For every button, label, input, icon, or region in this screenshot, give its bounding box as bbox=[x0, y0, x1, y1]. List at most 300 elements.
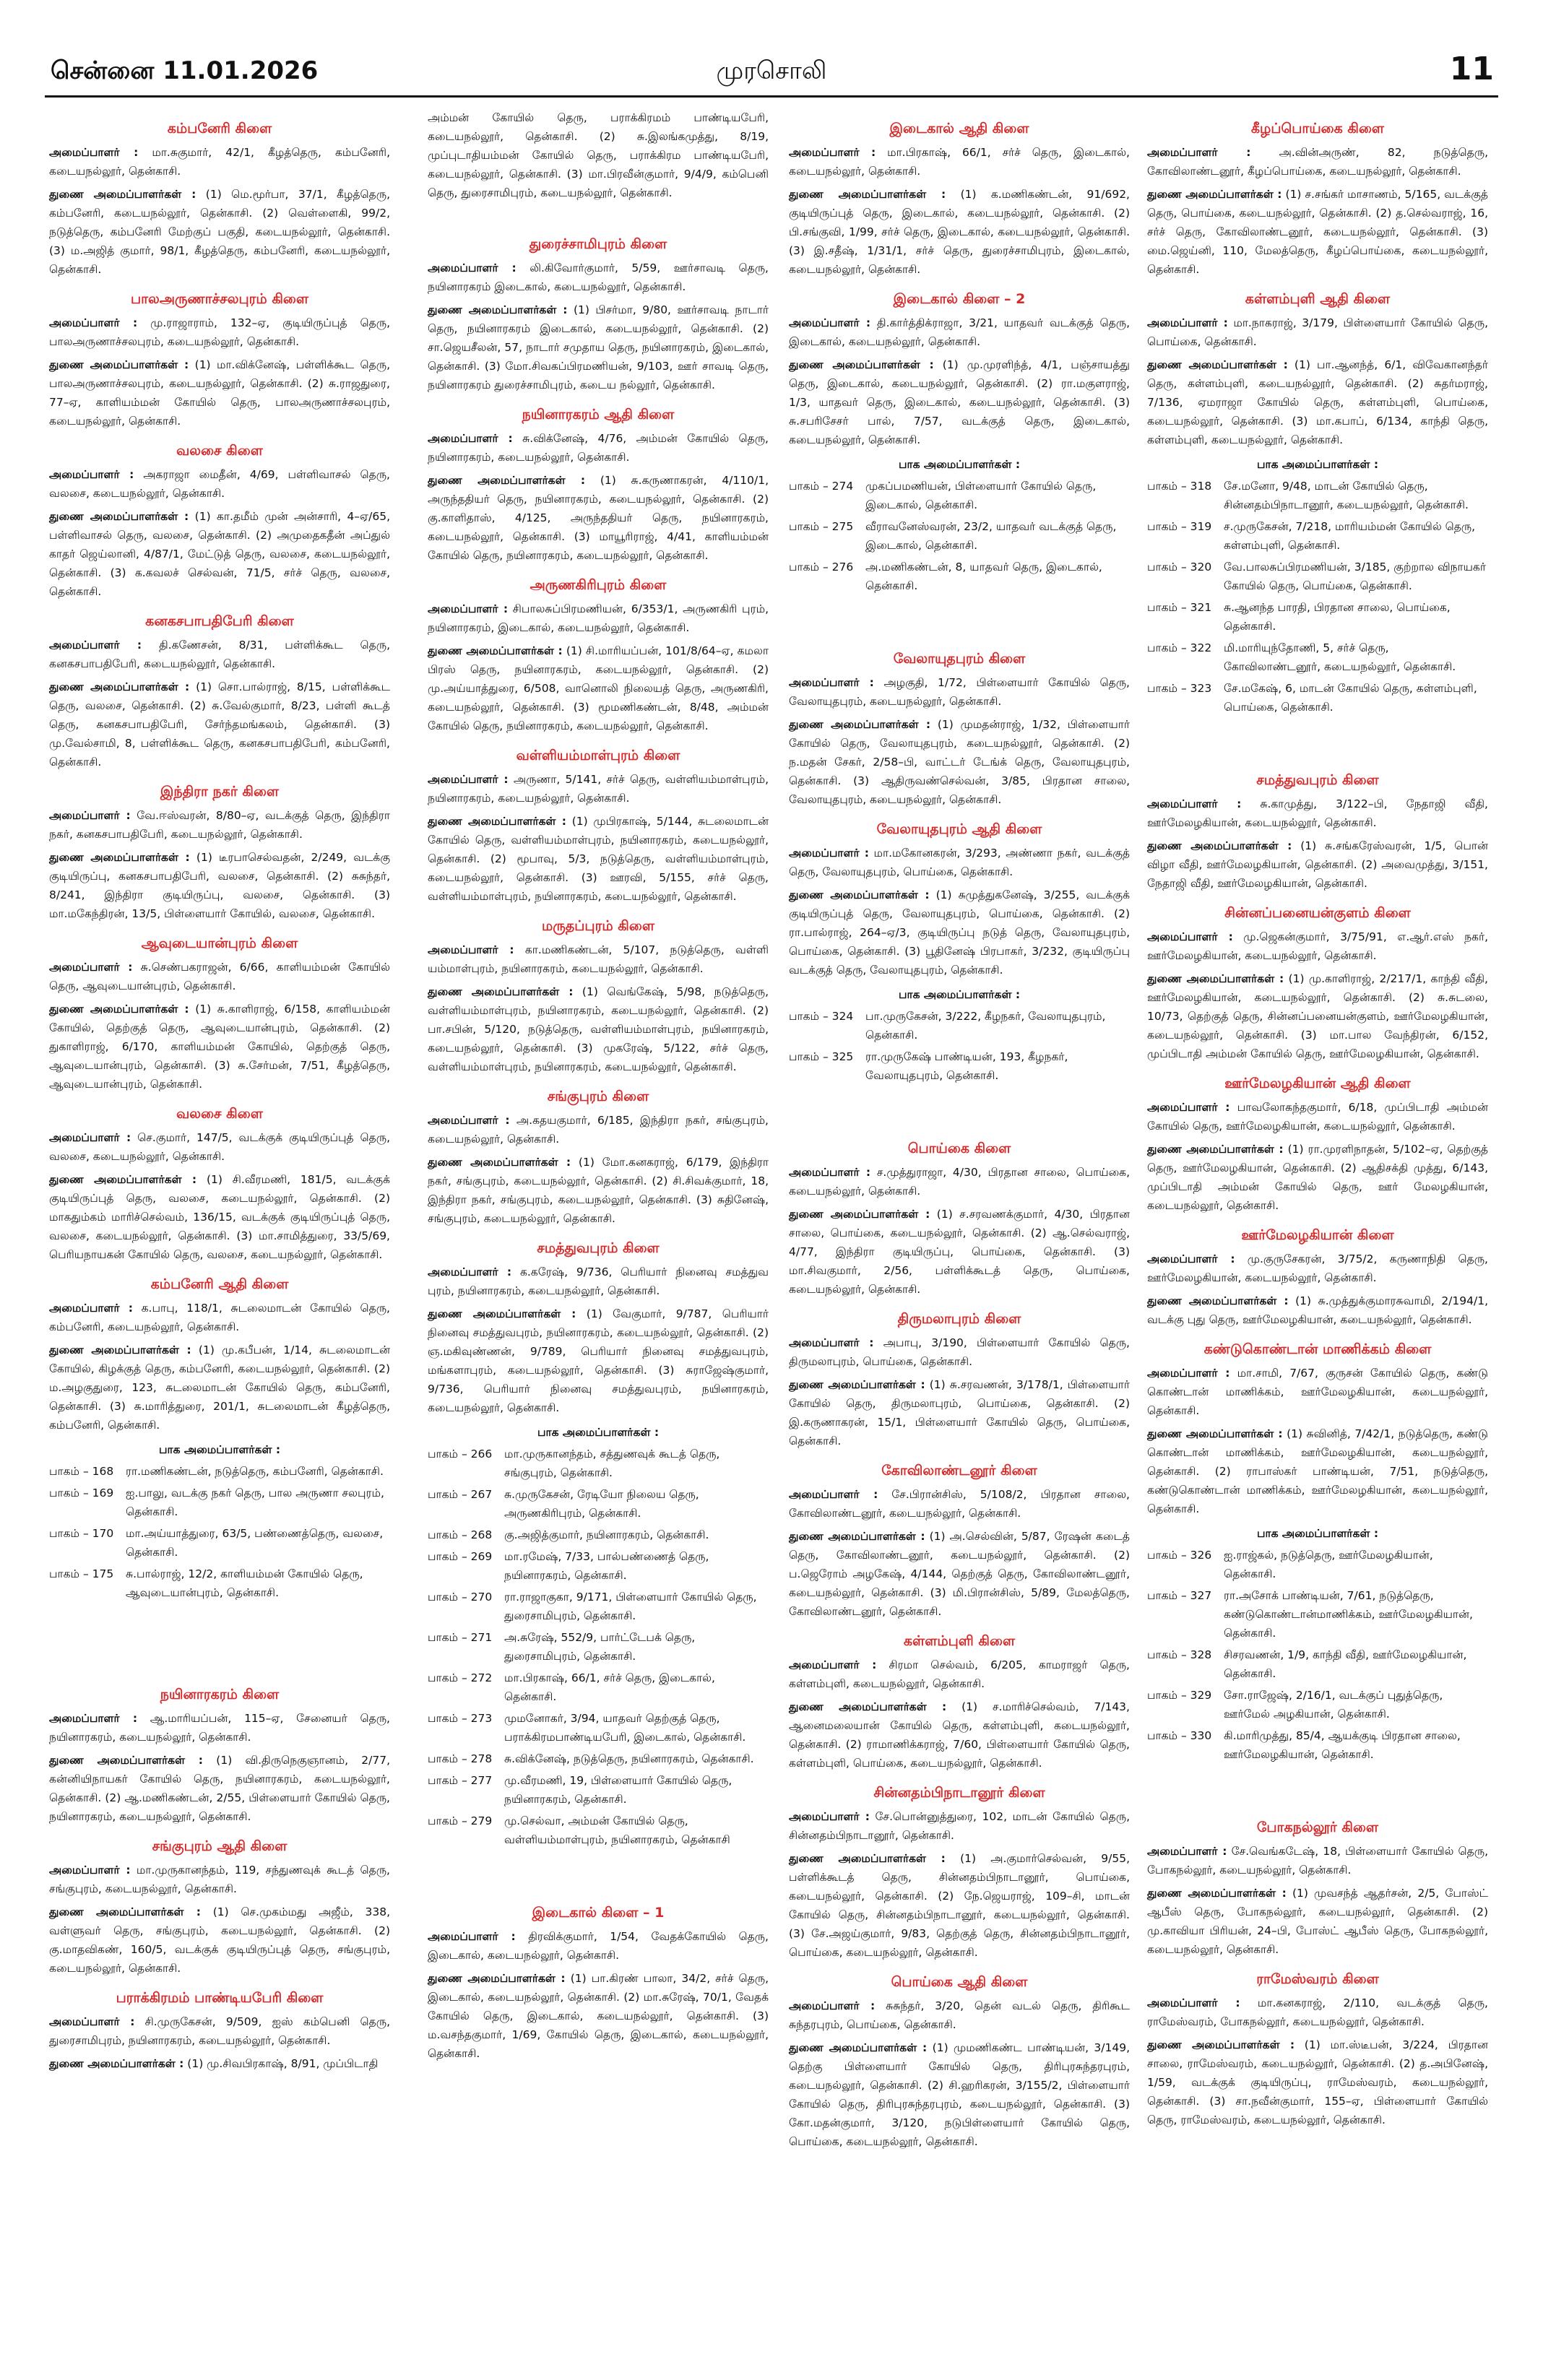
spacer bbox=[789, 1088, 1130, 1128]
ward-organisers-heading: பாக அமைப்பாளர்கள் : bbox=[1256, 458, 1379, 471]
ward-organisers-heading: பாக அமைப்பாளர்கள் : bbox=[158, 1443, 281, 1456]
member-paragraph bbox=[428, 940, 769, 978]
member-paragraph bbox=[49, 1903, 390, 1978]
ward-organiser: சே.மனோ, 9/48, மாடன் கோயில் தெரு, சின்னதம்பிநாடானூர், கடையநல்லூர், தென்காசி. bbox=[1224, 480, 1469, 511]
ward-organiser: ரா.முருகேஷ் பாண்டியன், 193, கீழநகர், வேலாயுதபுரம், தென்காசி. bbox=[865, 1050, 1068, 1082]
member-paragraph bbox=[428, 1263, 769, 1300]
ward-row bbox=[428, 1709, 769, 1747]
branch-section bbox=[1147, 1969, 1488, 2129]
member-paragraph bbox=[1147, 1250, 1488, 1287]
branch-title: சின்னதம்பிநாடானூர் கிளை bbox=[873, 1785, 1045, 1801]
member-details: மு.ஜெகன்குமார், 3/75/91, எ.ஆர்.எஸ் நகர், ஊர்மேலழகியான், கடையநல்லூர், தென்காசி. bbox=[1147, 930, 1488, 962]
member-details: சிபாலசுப்பிரமணியன், 6/353/1, அருணகிரி புரம், நயினாரகரம், இடைகால், கடையநல்லூர், தென்காசி. bbox=[428, 602, 769, 634]
branch-section bbox=[789, 1972, 1130, 2151]
branch-title: இந்திரா நகர் கிளை bbox=[160, 784, 280, 800]
member-details: சி.முருகேசன், 9/509, ஐஸ் கம்பெனி தெரு, துரைசாமிபுரம், நயினாரகரம், கடையநல்லூர், தென்காசி. bbox=[49, 2015, 390, 2047]
branch-section bbox=[428, 1238, 769, 1892]
member-details: (1) ச.சங்கர் மாசாணம், 5/165, வடக்குத் தெரு, பொய்கை, கடையநல்லூர், தென்காசி. (2) த.செல்வராஜ், 16, சர்ச் தெரு, கோவிலாண்டனூர், கடையநல்லூர், தென்காசி. (3) மை.ஜெய்னி, 110, மேலத்தெரு, கீழப்பொய்கை, கடையநல்லூர், தென்காசி. bbox=[1147, 188, 1488, 276]
member-details: (1) சு.சரவணன், 3/178/1, பிள்ளையார் கோயில் தெரு, திருமலாபுரம், பொய்கை, தென்காசி. (2) இ.கருணாகரன், 15/1, பிள்ளையார் கோயில் தெரு, பொய்கை, தென்காசி. bbox=[789, 1378, 1130, 1448]
member-paragraph bbox=[789, 1163, 1130, 1200]
branch-title: கோவிலாண்டனூர் கிளை bbox=[881, 1463, 1037, 1479]
branch-section bbox=[49, 933, 390, 1094]
role-label: அமைப்பாளர் : bbox=[49, 1131, 131, 1144]
role-label: அமைப்பாளர் : bbox=[1147, 1252, 1235, 1265]
branch-section bbox=[789, 1461, 1130, 1621]
member-details: மு.குருசேகரன், 3/75/2, கருணாநிதி தெரு, ஊர்மேலழகியான், கடையநல்லூர், தென்காசி. bbox=[1147, 1252, 1488, 1284]
member-details: மா.முருகானந்தம், 119, சந்துணவுக் கூடத் தெரு, சங்குபுரம், கடையநல்லூர், தென்காசி. bbox=[49, 1864, 390, 1895]
member-paragraph bbox=[428, 1969, 769, 2063]
ward-number: பாகம் – 268 bbox=[428, 1528, 493, 1541]
ward-organiser: அ.மணிகண்டன், 8, யாதவர் தெரு, இடைகால், தென்காசி. bbox=[865, 561, 1102, 592]
member-paragraph bbox=[789, 2038, 1130, 2151]
member-paragraph bbox=[1147, 1098, 1488, 1135]
member-details: (1) செ.முகம்மது அஜீம், 338, வள்ளுவர் தெரு, சங்குபுரம், கடையநல்லூர், தென்காசி. (2) கு.மாதவிகண், 160/5, வடக்குக் குடியிருப்புத் தெரு, சங்குபுரம், கடையநல்லூர், தென்காசி. bbox=[49, 1905, 391, 1975]
branch-title: ராமேஸ்வரம் கிளை bbox=[1256, 1971, 1379, 1987]
branch-title: இடைகால் கிளை – 1 bbox=[532, 1905, 665, 1921]
ward-organiser: பா.முருகேசன், 3/222, கீழநகர், வேலாயுதபுரம், தென்காசி. bbox=[865, 1010, 1106, 1042]
ward-organiser: ஐ.பாலு, வடக்கு நகர் தெரு, பால அருணா சலபுரம், தென்காசி. bbox=[126, 1487, 384, 1518]
ward-number: பாகம் – 278 bbox=[428, 1752, 493, 1765]
ward-organiser: சு.முருகேசன், ரேடியோ நிலைய தெரு, அருணகிரிபுரம், தென்காசி. bbox=[504, 1488, 699, 1520]
branch-section bbox=[789, 819, 1130, 1128]
role-label: அமைப்பாளர் : bbox=[789, 847, 869, 860]
branch-title: பாலஅருணாச்சலபுரம் கிளை bbox=[130, 291, 309, 307]
role-label: அமைப்பாளர் : bbox=[1147, 1996, 1240, 2009]
ward-number: பாகம் – 277 bbox=[428, 1774, 493, 1787]
role-label: அமைப்பாளர் : bbox=[49, 809, 131, 822]
member-details: திரவிக்குமார், 1/54, வேதக்கோயில் தெரு, இடைகால், கடையநல்லூர், தென்காசி. bbox=[428, 1930, 769, 1962]
ward-organiser: மு.வீரமணி, 19, பிள்ளையார் கோயில் தெரு, நயினாரகரம், தென்காசி. bbox=[504, 1774, 732, 1806]
role-label: அமைப்பாளர் : bbox=[428, 261, 517, 274]
member-details: சு.செண்பகராஜன், 6/66, காளியம்மன் கோயில் தெரு, ஆவுடையான்புரம், தென்காசி. bbox=[49, 961, 390, 992]
spacer bbox=[428, 1852, 769, 1892]
role-label: அமைப்பாளர் : bbox=[789, 1336, 874, 1349]
branch-title: துரைச்சாமிபுரம் கிளை bbox=[529, 236, 667, 252]
ward-row bbox=[1147, 477, 1488, 514]
ward-number: பாகம் – 326 bbox=[1147, 1549, 1212, 1562]
branch-section bbox=[428, 404, 769, 565]
branch-title: வலசை கிளை bbox=[176, 443, 263, 459]
ward-number: பாகம் – 270 bbox=[428, 1591, 493, 1604]
branch-section bbox=[428, 916, 769, 1076]
branch-title: சமத்துவபுரம் கிளை bbox=[537, 1240, 660, 1256]
member-details: க.கரேஷ், 9/736, பெரியார் நினைவு சமத்துவ புரம், நயினாரகரம், கடையநல்லூர், தென்காசி. bbox=[428, 1265, 769, 1297]
member-details: (1) க.மணிகண்டன், 91/692, குடியிருப்புத் தெரு, இடைகால், கடையநல்லூர், தென்காசி. (2) பி.சங்குவி, 1/99, சர்ச் தெரு, இடைகால், கடையநல்லூர், தென்காசி. (3) இ.சதீஷ், 1/31/1, சர்ச் தெரு, துரைச்சாமிபுரம், இடைகால், கடையநல்லூர், தென்காசி. bbox=[789, 188, 1130, 276]
member-paragraph bbox=[789, 313, 1130, 351]
member-paragraph bbox=[49, 848, 390, 923]
member-details: (1) சு.கருணாகரன், 4/110/1, அருந்ததியர் தெரு, நயினாரகரம், கடையநல்லூர், தென்காசி. (2) கு.காளிதாஸ், 4/125, அருந்ததியர் தெரு, நயினாரகரம், கடையநல்லூர், தென்காசி. (3) மாயூரிராஜ், 4/41, காளியம்மன் கோயில் தெரு, நயினாரகரம், கடையநல்லூர், தென்காசி. bbox=[428, 474, 769, 562]
role-label: அமைப்பாளர் : bbox=[49, 1302, 133, 1315]
member-paragraph bbox=[1147, 143, 1488, 181]
member-paragraph bbox=[49, 143, 390, 181]
branch-title: சின்னப்பனையன்குளம் கிளை bbox=[1224, 905, 1411, 921]
role-label: அமைப்பாளர் : bbox=[428, 432, 513, 445]
ward-number: பாகம் – 320 bbox=[1147, 561, 1212, 574]
ward-number: பாகம் – 274 bbox=[789, 480, 854, 493]
role-label: அமைப்பாளர் : bbox=[49, 2015, 135, 2028]
branch-section bbox=[789, 118, 1130, 279]
member-paragraph bbox=[789, 1849, 1130, 1962]
member-details: மா.சுகுமார், 42/1, கீழத்தெரு, கம்பனேரி, கடையநல்லூர், தென்காசி. bbox=[49, 146, 390, 178]
branch-title: மருதப்புரம் கிளை bbox=[542, 918, 654, 934]
member-details: சுசுந்தர், 3/20, தென் வடல் தெரு, திரிகூட சுந்தரபுரம், பொய்கை, தென்காசி. bbox=[789, 1999, 1131, 2031]
role-label: துணை அமைப்பாளர்கள் : bbox=[49, 680, 190, 693]
ward-number: பாகம் – 322 bbox=[1147, 641, 1212, 654]
member-paragraph bbox=[789, 1697, 1130, 1773]
branch-section bbox=[1147, 289, 1488, 760]
member-paragraph bbox=[1147, 795, 1488, 832]
member-paragraph bbox=[1147, 1140, 1488, 1215]
member-paragraph bbox=[428, 600, 769, 637]
member-paragraph bbox=[428, 1304, 769, 1417]
ward-row bbox=[428, 1445, 769, 1482]
role-label: அமைப்பாளர் : bbox=[1147, 1367, 1230, 1380]
role-label: துணை அமைப்பாளர்கள் : bbox=[49, 510, 189, 523]
branch-title: சமத்துவபுரம் கிளை bbox=[1256, 772, 1379, 788]
member-paragraph bbox=[428, 471, 769, 565]
member-paragraph bbox=[428, 429, 769, 467]
member-details: (1) டீரபாசெல்வதன், 2/249, வடக்கு குடியிருப்பு, கனகசபாபதிபேரி, வலசை, தென்காசி. (2) சுசுந்தர், 8/241, இந்திரா குடியிருப்பு, வலசை, தென்காசி. (3) மா.மகேந்திரன், 13/5, பிள்ளையார் கோயில், வலசை, தென்காசி. bbox=[49, 851, 391, 920]
branch-title: ஆவுடையான்புரம் கிளை bbox=[141, 935, 298, 951]
member-details: தி.கார்த்திக்ராஜா, 3/21, யாதவர் வடக்குத் தெரு, இடைகால், கடையநல்லூர், தென்காசி. bbox=[789, 316, 1130, 348]
branch-section bbox=[49, 1274, 390, 1674]
ward-organisers-heading: பாக அமைப்பாளர்கள் : bbox=[898, 458, 1021, 471]
branch-section bbox=[49, 611, 390, 771]
member-details: (1) மு.முரளிந்த், 4/1, பஞ்சாயத்து தெரு, இடைகால், கடையநல்லூர், தென்காசி. (2) ரா.மகுளராஜ், 1/3, யாதவர் தெரு, இடைகால், கடையநல்லூர், தென்காசி. (3) சு.சபரிசேசர் பால், 7/57, வடக்குத் தெரு, இடைகால், கடையநல்லூர், தென்காசி. bbox=[789, 358, 1131, 446]
branch-title: வேலாயுதபுரம் ஆதி கிளை bbox=[876, 821, 1042, 837]
branch-section bbox=[789, 289, 1130, 639]
role-label: அமைப்பாளர் : bbox=[49, 639, 142, 652]
ward-number: பாகம் – 321 bbox=[1147, 601, 1212, 614]
member-details: (1) பிசர்மா, 9/80, ஊர்சாவடி நாடார் தெரு, நயினாரகரம் இடைகால், கடையநல்லூர், தென்காசி. (2) சா.ஜெயசீலன், 57, நாடார் சமுதாய தெரு, நயினாரகரம், இடைகால், தென்காசி. (3) மோ.சிவகப்பிரமணியன், 9/103, ஊர் சாவடி தெரு, நயினாரகரம் துரைச்சாமிபுரம், கடைய நல்லூர், தென்காசி. bbox=[428, 303, 769, 391]
member-details: (1) வி.திருநெகுஞானம், 2/77, கன்னியிநாயகர் கோயில் தெரு, நயினாரகரம், கடையநல்லூர், தென்காசி. (2) ஆ.மணிகண்டன், 2/55, பிள்ளையார் கோயில் தெரு, நயினாரகரம், கடையநல்லூர், தென்காசி. bbox=[49, 1754, 390, 1823]
role-label: துணை அமைப்பாளர்கள் : bbox=[49, 851, 190, 864]
branch-section bbox=[428, 1086, 769, 1228]
branch-title: பொய்கை ஆதி கிளை bbox=[891, 1974, 1028, 1990]
role-label: அமைப்பாளர் : bbox=[789, 146, 876, 159]
role-label: துணை அமைப்பாளர்கள் : bbox=[49, 1343, 191, 1356]
branch-section bbox=[49, 118, 390, 279]
role-label: துணை அமைப்பாளர்கள் : bbox=[428, 815, 566, 828]
member-details: அபாபு, 3/190, பிள்ளையார் கோயில் தெரு, திருமலாபுரம், பொய்கை, தென்காசி. bbox=[789, 1336, 1130, 1368]
spacer bbox=[49, 1605, 390, 1674]
member-details: (1) சு.சங்கரேஸ்வரன், 1/5, பொன் விழா வீதி, ஊர்மேலழகியான், தென்காசி. (2) அவைமுத்து, 3/151, நேதாஜி வீதி, ஊர்மேலழகியான், தென்காசி. bbox=[1147, 839, 1488, 890]
ward-row bbox=[49, 1462, 390, 1481]
member-paragraph bbox=[428, 108, 769, 202]
branch-section bbox=[428, 234, 769, 394]
ward-number: பாகம் – 272 bbox=[428, 1671, 493, 1684]
member-details: (1) சி.மாரியப்பன், 101/8/64–ஏ, கமலா பிரஸ் தெரு, நயினாரகரம், கடையநல்லூர், தென்காசி. (2) மு.அய்யாத்துரை, 6/508, வானொலி நிலையத் தெரு, அருணகிரி, கடையநல்லூர், தென்காசி. (3) மூமணிகண்டன், 8/48, அம்மன் கோயில் தெரு, நயினாரகரம், கடையநல்லூர், தென்காசி. bbox=[428, 644, 769, 732]
ward-organiser: முமனோகர், 3/94, யாதவர் தெற்குத் தெரு, பராக்கிரமபாண்டியபேரி, இடைகால், தென்காசி. bbox=[504, 1712, 746, 1744]
branch-section bbox=[428, 575, 769, 735]
role-label: துணை அமைப்பாளர்கள் : bbox=[49, 358, 189, 371]
spacer bbox=[789, 598, 1130, 639]
ward-organiser: ரா.ராஜாகுகா, 9/171, பிள்ளையார் கோயில் தெரு, துரைசாமிபுரம், தென்காசி. bbox=[504, 1591, 757, 1622]
role-label: துணை அமைப்பாளர்கள் : bbox=[789, 718, 931, 731]
member-paragraph bbox=[1147, 836, 1488, 893]
member-details: சு.விக்னேஷ், 4/76, அம்மன் கோயில் தெரு, நயினாரகரம், கடையநல்லூர், தென்காசி. bbox=[428, 432, 769, 464]
role-label: துணை அமைப்பாளர்கள் : bbox=[789, 188, 946, 201]
member-details: அ.வின்அருண், 82, நடுத்தெரு, கோவிலாண்டனூர், கீழப்பொய்கை, கடையநல்லூர், தென்காசி. bbox=[1147, 146, 1488, 178]
role-label: அமைப்பாளர் : bbox=[789, 1488, 878, 1501]
member-details: (1) சொ.பால்ராஜ், 8/15, பள்ளிக்கூட தெரு, வலசை, தென்காசி. (2) சு.வேல்குமார், 8/23, பள்ளி கூடத் தெரு, கனகசபாபதிபேரி, சேர்ந்தமங்கலம், தென்காசி. (3) மு.வேல்சாமி, 8, பள்ளிக்கூட தெரு, கனகசபாபதிபேரி, கம்பனேரி, தென்காசி. bbox=[49, 680, 390, 769]
member-details: (1) ச.மாரிச்செல்வம், 7/143, ஆனைமலையான் கோயில் தெரு, கள்ளம்புளி, கடையநல்லூர், தென்காசி. (2) ராமாணிக்கராஜ், 7/60, பிள்ளையார் கோயில் தெரு, கள்ளம்புளி, பொய்கை, கடையநல்லூர், தென்காசி. bbox=[789, 1700, 1130, 1770]
ward-row bbox=[428, 1771, 769, 1809]
role-label: துணை அமைப்பாளர்கள் : bbox=[1147, 2038, 1295, 2051]
member-paragraph bbox=[49, 636, 390, 673]
member-details: (1) மு.காளிராஜ், 2/217/1, காந்தி வீதி, ஊர்மேலழகியான், கடையநல்லூர், தென்காசி. (2) சு.சுடலை, 10/73, தெற்குத் தெரு, சின்னப்பனையன்குளம், ஊர்மேலழகியான், கடையநல்லூர், தென்காசி. (3) மா.பால வேந்திரன், 6/152, முப்பிடாதி அம்மன் கோயில் தெரு, ஊர்மேலழகியான், தென்காசி. bbox=[1147, 972, 1488, 1060]
ward-organiser: ஐ.ராஜ்கல், நடுத்தெரு, ஊர்மேலழகியான், தென்காசி. bbox=[1224, 1549, 1433, 1580]
ward-row bbox=[428, 1485, 769, 1523]
ward-number: பாகம் – 273 bbox=[428, 1712, 493, 1725]
ward-row bbox=[1147, 639, 1488, 676]
role-label: அமைப்பாளர் : bbox=[428, 1930, 516, 1943]
member-details: (1) சி.வீரமணி, 181/5, வடக்குக் குடியிருப்புத் தெரு, வலசை, கடையநல்லூர், தென்காசி. (2) மாகதும்கம் மாரிச்செல்வம், 136/15, வடக்குக் குடியிருப்புத் தெரு, வலசை, கடையநல்லூர், தென்காசி. (3) மா.சாமித்துரை, 33/5/69, பெரியநாயகன் கோயில் தெரு, வலசை, கடையநல்லூர், தென்காசி. bbox=[49, 1173, 390, 1261]
ward-organiser: வே.பாலசுப்பிரமணியன், 3/185, குற்றால விநாயகர் கோயில் தெரு, பொய்கை, தென்காசி. bbox=[1224, 561, 1486, 592]
member-paragraph bbox=[428, 770, 769, 808]
branch-title: இடைகால் கிளை – 2 bbox=[893, 291, 1026, 307]
member-details: அழகுதி, 1/72, பிள்ளையார் கோயில் தெரு, வேலாயுதபுரம், கடையநல்லூர், தென்காசி. bbox=[789, 676, 1130, 708]
branch-title: நயினாரகரம் கிளை bbox=[160, 1687, 280, 1702]
role-label: துணை அமைப்பாளர்கள் : bbox=[1147, 1427, 1283, 1440]
member-details: (1) மெ.மூர்பா, 37/1, கீழத்தெரு, கம்பனேரி, கடையநல்லூர், தென்காசி. (2) வெள்ளைகி, 99/2, நடுத்தெரு, கம்பனேரி மேற்குப் பகுதி, கடையநல்லூர், தென்காசி. (3) ம.அஜித் குமார், 98/1, கீழத்தெரு, கம்பனேரி, கடையநல்லூர், தென்காசி. bbox=[49, 188, 390, 276]
member-details: சு.காமுத்து, 3/122–பி, நேதாஜி வீதி, ஊர்மேலழகியான், கடையநல்லூர், தென்காசி. bbox=[1147, 797, 1488, 829]
member-details: பாவலோகந்தகுமார், 6/18, முப்பிடாதி அம்மன் கோயில் தெரு, ஊர்மேலழகியான், கடையநல்லூர், தென்காசி. bbox=[1147, 1101, 1488, 1133]
column-3 bbox=[789, 108, 1130, 2155]
ward-number: பாகம் – 330 bbox=[1147, 1729, 1212, 1742]
ward-organisers-heading: பாக அமைப்பாளர்கள் : bbox=[1256, 1527, 1379, 1540]
member-details: மா.சாமி, 7/67, குருசன் கோயில் தெரு, கண்டு கொண்டான் மாணிக்கம், ஊர்மேலழகியான், கடையநல்லூர், தென்காசி. bbox=[1147, 1367, 1488, 1417]
branch-title: நயினாரகரம் ஆதி கிளை bbox=[522, 407, 675, 423]
ward-row bbox=[428, 1669, 769, 1706]
member-details: சே.பொன்னுத்துரை, 102, மாடன் கோயில் தெரு, சின்னதம்பிநாடானூர், தென்காசி. bbox=[789, 1810, 1130, 1842]
member-details: ஆ.மாரியப்பன், 115–ஏ, சேனையர் தெரு, நயினாரகரம், கடையநல்லூர், தென்காசி. bbox=[49, 1712, 390, 1744]
member-paragraph bbox=[49, 313, 390, 351]
branch-title: அருணகிரிபுரம் கிளை bbox=[530, 577, 667, 593]
member-paragraph bbox=[49, 1709, 390, 1747]
member-details: சே.வெங்கடேஷ், 18, பிள்ளையார் கோயில் தெரு, போகநல்லூர், கடையநல்லூர், தென்காசி. bbox=[1147, 1845, 1488, 1877]
member-paragraph bbox=[1147, 1842, 1488, 1879]
ward-organiser: சு.விக்னேஷ், நடுத்தெரு, நயினாரகரம், தென்காசி. bbox=[504, 1752, 754, 1765]
ward-organiser: கி.மாரிமுத்து, 85/4, ஆயக்குடி பிரதான சாலை, ஊர்மேலழகியான், தென்காசி. bbox=[1224, 1729, 1461, 1761]
member-details: (1) முவசந்த் ஆதர்சன், 2/5, போஸ்ட் ஆபீஸ் தெரு, போகநல்லூர், கடையநல்லூர், தென்காசி. (2) மு.காவியா பிரியன், 24–பி, போஸ்ட் ஆபீஸ் தெரு, போகநல்லூர், கடையநல்லூர், தென்காசி. bbox=[1147, 1887, 1489, 1956]
role-label: துணை அமைப்பாளர்கள் : bbox=[49, 1173, 197, 1186]
ward-row bbox=[49, 1565, 390, 1602]
branch-title: சங்குபுரம் ஆதி கிளை bbox=[152, 1838, 288, 1854]
role-label: அமைப்பாளர் : bbox=[49, 146, 139, 159]
member-details: தி.கணேசன், 8/31, பள்ளிக்கூட தெரு, கனகசபாபதிபேரி, கடையநல்லூர், தென்காசி. bbox=[49, 639, 390, 670]
role-label: துணை அமைப்பாளர்கள் : bbox=[428, 1156, 571, 1169]
branch-title: கம்பனேரி கிளை bbox=[167, 121, 272, 137]
member-paragraph bbox=[49, 678, 390, 771]
member-details: (1) மு.சிவபிரகாஷ், 8/91, முப்பிடாதி bbox=[187, 2057, 379, 2070]
ward-number: பாகம் – 276 bbox=[789, 561, 854, 574]
member-paragraph bbox=[1147, 1424, 1488, 1518]
branch-title: பராக்கிரமம் பாண்டியபேரி கிளை bbox=[116, 1990, 324, 2006]
member-paragraph bbox=[49, 2054, 390, 2073]
member-paragraph bbox=[1147, 2035, 1488, 2129]
branch-section bbox=[1147, 1225, 1488, 1329]
branch-section bbox=[1147, 118, 1488, 279]
member-paragraph bbox=[49, 1341, 390, 1435]
role-label: அமைப்பாளர் : bbox=[428, 602, 509, 615]
ward-organiser: மா.அய்யாத்துரை, 63/5, பண்ணைத்தெரு, வலசை, தென்காசி. bbox=[126, 1527, 384, 1559]
role-label: அமைப்பாளர் : bbox=[49, 1712, 138, 1725]
member-paragraph bbox=[428, 1927, 769, 1965]
member-paragraph bbox=[789, 886, 1130, 979]
member-details: செ.குமார், 147/5, வடக்குக் குடியிருப்புத் தெரு, வலசை, கடையநல்லூர், தென்காசி. bbox=[49, 1131, 390, 1163]
branch-section bbox=[49, 1104, 390, 1264]
page-number: 11 bbox=[1449, 51, 1494, 87]
member-details: (1) ச.சரவணக்குமார், 4/30, பிரதான சாலை, பொய்கை, கடையநல்லூர், தென்காசி. (2) ஆ.செல்வராஜ், 4/77, இந்திரா குடியிருப்பு, பொய்கை, தென்காசி. (3) மா.சிவகுமார், 2/56, பள்ளிக்கூடத் தெரு, பொய்கை, கடையநல்லூர், தென்காசி. bbox=[789, 1208, 1130, 1296]
branch-title: போகநல்லூர் கிளை bbox=[1256, 1819, 1379, 1835]
role-label: துணை அமைப்பாளர்கள் : bbox=[428, 985, 574, 998]
member-details: (1) வேகுமார், 9/787, பெரியார் நினைவு சமத்துவபுரம், நயினாரகரம், கடையநல்லூர், தென்காசி. (2) ஞ.மகிவுண்ணன், 9/789, பெரியார் நினைவு சமத்துவபுரம், மங்களாபுரம், கடையநல்லூர், தென்காசி. (3) சுராஜேஷ்குமார், 9/736, பெரியார் நினைவு சமத்துவபுரம், நயினாரகரம், கடையநல்லூர், தென்காசி. bbox=[428, 1307, 769, 1414]
ward-row bbox=[789, 558, 1130, 595]
role-label: துணை அமைப்பாளர்கள் : bbox=[428, 474, 586, 487]
ward-row bbox=[789, 477, 1130, 514]
member-details: (1) சு.முத்துக்குமாரசுவாமி, 2/194/1, வடக்கு புது தெரு, ஊர்மேலழகியான், கடையநல்லூர், தென்காசி. bbox=[1147, 1294, 1489, 1326]
role-label: துணை அமைப்பாளர்கள் : bbox=[789, 1852, 946, 1865]
member-paragraph bbox=[1147, 927, 1488, 965]
member-details: (1) மோ.கனகராஜ், 6/179, இந்திரா நகர், சங்குபுரம், கடையநல்லூர், தென்காசி. (2) சி.சிவக்குமார், 18, இந்திரா நகர், சங்குபுரம், கடையநல்லூர், தென்காசி. (3) சுதினேஷ், சங்குபுரம், கடையநல்லூர், தென்காசி. bbox=[428, 1156, 769, 1225]
branch-title: கள்ளம்புளி கிளை bbox=[903, 1633, 1016, 1649]
branch-section bbox=[49, 1988, 390, 2073]
branch-title: திருமலாபுரம் கிளை bbox=[897, 1311, 1021, 1327]
member-details: (1) மா.ஸ்டீபன், 3/224, பிரதான சாலை, ராமேஸ்வரம், கடையநல்லூர், தென்காசி. (2) த.அபினேஷ், 1/59, வடக்குக் குடியிருப்பு, ராமேஸ்வரம், கடையநல்லூர், தென்காசி. (3) சா.நவீன்குமார், 155–ஏ, பிள்ளையார் கோயில் தெரு, ராமேஸ்வரம், கடையநல்லூர், தென்காசி. bbox=[1147, 2038, 1488, 2126]
ward-organiser: மு.செல்வா, அம்மன் கோயில் தெரு, வள்ளியம்மாள்புரம், நயினாரகரம், தென்காசி bbox=[504, 1814, 730, 1846]
member-paragraph bbox=[1147, 185, 1488, 279]
branch-section bbox=[49, 441, 390, 601]
member-details: (1) பா.ஆனந்த், 6/1, விவேகானந்தர் தெரு, கள்ளம்புளி, கடையநல்லூர், தென்காசி. (2) சுதர்மராஜ், 7/136, ஏமராஜா கோயில் தெரு, கள்ளம்புளி, பொய்கை, கடையநல்லூர், தென்காசி. (3) மா.கபாப், 6/134, காந்தி தெரு, கள்ளம்புளி, கடையநல்லூர், தென்காசி. bbox=[1147, 358, 1488, 446]
member-paragraph bbox=[428, 1111, 769, 1148]
member-paragraph bbox=[49, 507, 390, 601]
member-details: (1) முபிரகாஷ், 5/144, சுடலைமாடன் கோயில் தெரு, வள்ளியம்மாள்புரம், நயினாரகரம், கடையநல்லூர், தென்காசி. (2) மூபாவு, 5/3, நடுத்தெரு, வள்ளியம்மாள்புரம், கடையநல்லூர், தென்காசி. (3) ஊரவி, 5/155, சர்ச் தெரு, வள்ளியம்மாள்புரம், நயினாரகரம், கடையநல்லூர், தென்காசி. bbox=[428, 815, 769, 903]
ward-row bbox=[1147, 1726, 1488, 1764]
ward-organiser: சே.மகேஷ், 6, மாடன் கோயில் தெரு, கள்ளம்புளி, பொய்கை, தென்காசி. bbox=[1224, 682, 1477, 714]
member-details: (1) ரா.முரளிநாதன், 5/102–ஏ, தெற்குத் தெரு, ஊர்மேலழகியான், தென்காசி. (2) ஆதிசக்தி முத்து, 6/143, முப்பிடாதி அம்மன் கோயில் தெரு, ஊர் மேலழகியான், கடையநல்லூர், தென்காசி. bbox=[1147, 1143, 1488, 1212]
member-details: (1) முமணிகண்ட பாண்டியன், 3/149, தெற்கு பிள்ளையார் கோயில் தெரு, திரிபுரசுந்தரபுரம், கடையநல்லூர், தென்காசி. (2) சி.ஹரிகரன், 3/155/2, பிள்ளையார் கோயில் தெரு, திரிபுரசுந்தரபுரம், கடையநல்லூர், தென்காசி. (3) கோ.மதன்குமார், 3/120, நடுபிள்ளையார் கோயில் தெரு, பொய்கை, கடையநல்லூர், தென்காசி. bbox=[789, 2041, 1131, 2148]
ward-organiser: சோ.ராஜேஷ், 2/16/1, வடக்குப் புதுத்தெரு, ஊர்மேல் அழகியான், தென்காசி. bbox=[1224, 1689, 1443, 1721]
member-paragraph bbox=[49, 185, 390, 279]
ward-organiser: அ.சுரேஷ், 552/9, பார்ட்டேபக் தெரு, துரைசாமிபுரம், தென்காசி. bbox=[504, 1631, 696, 1663]
role-label: துணை அமைப்பாளர்கள் : bbox=[789, 358, 934, 371]
member-details: (1) மா.விக்னேஷ், பள்ளிக்கூட தெரு, பாலஅருணாச்சலபுரம், கடையநல்லூர், தென்காசி. (2) சு.ராஜதுரை, 77–ஏ, காளியம்மன் கோயில் தெரு, பாலஅருணாச்சலபுரம், கடையநல்லூர், தென்காசி. bbox=[49, 358, 390, 428]
member-details: அ.கதயகுமார், 6/185, இந்திரா நகர், சங்குபுரம், கடையநல்லூர், தென்காசி. bbox=[428, 1114, 769, 1146]
member-details: சிரமா செல்வம், 6/205, காமராஜர் தெரு, கள்ளம்புளி, கடையநல்லூர், தென்காசி. bbox=[789, 1658, 1130, 1690]
header-rule bbox=[45, 95, 1498, 98]
branch-section bbox=[789, 1631, 1130, 1773]
masthead-title: முரசொலி bbox=[716, 56, 827, 85]
role-label: துணை அமைப்பாளர்கள் : bbox=[1147, 1143, 1284, 1156]
member-paragraph bbox=[1147, 1884, 1488, 1959]
member-details: மா.நாகராஜ், 3/179, பிள்ளையார் கோயில் தெரு, பொய்கை, தென்காசி. bbox=[1147, 316, 1488, 348]
member-paragraph bbox=[789, 715, 1130, 809]
member-paragraph bbox=[428, 812, 769, 906]
member-details: கா.மணிகண்டன், 5/107, நடுத்தெரு, வள்ளி யம்மாள்புரம், நயினாரகரம், கடையநல்லூர், தென்காசி. bbox=[428, 943, 769, 975]
member-details: மா.கனகராஜ், 2/110, வடக்குத் தெரு, ராமேஸ்வரம், போகநல்லூர், கடையநல்லூர், தென்காசி. bbox=[1147, 1996, 1488, 2028]
role-label: அமைப்பாளர் : bbox=[49, 468, 134, 481]
branch-section bbox=[789, 1138, 1130, 1299]
member-paragraph bbox=[428, 300, 769, 394]
member-paragraph bbox=[49, 1128, 390, 1166]
member-details: மா.பிரகாஷ், 66/1, சர்ச் தெரு, இடைகால், கடையநல்லூர், தென்காசி. bbox=[789, 146, 1130, 178]
branch-title: சங்குபுரம் கிளை bbox=[547, 1089, 649, 1104]
spacer bbox=[1147, 1767, 1488, 1807]
member-paragraph bbox=[789, 1527, 1130, 1621]
role-label: துணை அமைப்பாளர்கள் : bbox=[49, 1754, 204, 1767]
column-4 bbox=[1147, 108, 1488, 2134]
member-details: (1) அ.குமார்செல்வன், 9/55, பள்ளிக்கூடத் தெரு, சின்னதம்பிநாடானூர், பொய்கை, கடையநல்லூர், தென்காசி. (2) நே.ஜெயராஜ், 109–சி, மாடன் கோயில் தெரு, சின்னதம்பிநாடானூர், கடையநல்லூர், தென்காசி. (3) சே.அஜய்குமார், 9/83, தெற்குத் தெரு, சின்னதம்பிநாடானூர், பொய்கை, கடையநல்லூர், தென்காசி. bbox=[789, 1852, 1130, 1959]
member-paragraph bbox=[49, 958, 390, 995]
role-label: அமைப்பாளர் : bbox=[428, 943, 514, 956]
member-paragraph bbox=[428, 641, 769, 735]
branch-title: வள்ளியம்மாள்புரம் கிளை bbox=[516, 748, 680, 763]
member-paragraph bbox=[1147, 313, 1488, 351]
role-label: அமைப்பாளர் : bbox=[428, 1265, 512, 1278]
branch-title: வலசை கிளை bbox=[176, 1106, 263, 1122]
ward-number: பாகம் – 319 bbox=[1147, 520, 1212, 533]
ward-row bbox=[428, 1628, 769, 1666]
ward-organiser: ரா.மணிகண்டன், நடுத்தெரு, கம்பனேரி, தென்காசி. bbox=[126, 1465, 384, 1478]
role-label: துணை அமைப்பாளர்கள் : bbox=[49, 1003, 189, 1016]
role-label: துணை அமைப்பாளர்கள் : bbox=[1147, 358, 1288, 371]
member-paragraph bbox=[789, 143, 1130, 181]
role-label: அமைப்பாளர் : bbox=[49, 316, 138, 329]
member-details: க.பாபு, 118/1, சுடலைமாடன் கோயில் தெரு, கம்பனேரி, கடையநல்லூர், தென்காசி. bbox=[49, 1302, 390, 1333]
ward-row bbox=[428, 1812, 769, 1849]
branch-title: கள்ளம்புளி ஆதி கிளை bbox=[1245, 291, 1391, 307]
member-details: மா.மகோனகரன், 3/293, அண்ணா நகர், வடக்குத் தெரு, வேலாயுதபுரம், பொய்கை, தென்காசி. bbox=[789, 847, 1130, 878]
branch-section bbox=[1147, 1817, 1488, 1959]
branch-section bbox=[789, 1783, 1130, 1962]
ward-organiser: மா.முருகானந்தம், சத்துணவுக் கூடத் தெரு, சங்குபுரம், தென்காசி. bbox=[504, 1448, 720, 1479]
member-paragraph bbox=[789, 1485, 1130, 1523]
member-details: (1) பா.கிரண் பாலா, 34/2, சர்ச் தெரு, இடைகால், கடையநல்லூர், தென்காசி. (2) மா.சுரேஷ், 70/1, வேதக் கோயில் தெரு, இடைகால், கடையநல்லூர், தென்காசி. (3) ம.வசந்தகுமார், 1/69, கோயில் தெரு, இடைகால், கடையநல்லூர், தென்காசி. bbox=[428, 1972, 769, 2060]
ward-number: பாகம் – 168 bbox=[49, 1465, 114, 1478]
branch-title: வேலாயுதபுரம் கிளை bbox=[893, 651, 1026, 667]
member-paragraph bbox=[1147, 355, 1488, 449]
role-label: அமைப்பாளர் : bbox=[789, 676, 874, 689]
spacer bbox=[428, 207, 769, 224]
ward-row bbox=[789, 1007, 1130, 1044]
role-label: துணை அமைப்பாளர்கள் : bbox=[789, 2041, 928, 2054]
ward-number: பாகம் – 324 bbox=[789, 1010, 854, 1023]
role-label: அமைப்பாளர் : bbox=[789, 316, 871, 329]
branch-title: இடைகால் ஆதி கிளை bbox=[889, 121, 1029, 137]
ward-row bbox=[1147, 1686, 1488, 1723]
member-paragraph bbox=[49, 1170, 390, 1264]
member-details: மு.ராஜாராம், 132–ஏ, குடியிருப்புத் தெரு, பாலஅருணாச்சலபுரம், கடையநல்லூர், தென்காசி. bbox=[49, 316, 390, 348]
role-label: துணை அமைப்பாளர்கள் : bbox=[1147, 1887, 1287, 1900]
role-label: அமைப்பாளர் : bbox=[789, 1166, 871, 1179]
column-2 bbox=[428, 108, 769, 2067]
branch-title: கனகசபாபதிபேரி கிளை bbox=[145, 613, 294, 629]
member-details: (1) முமதன்ராஜ், 1/32, பிள்ளையார் கோயில் தெரு, வேலாயுதபுரம், கடையநல்லூர், தென்காசி. (2) ந.மதன் சேகர், 2/58–பி, வாட்டர் டேங்க் தெரு, வேலாயுதபுரம், தென்காசி. (3) ஆதிருவண்செல்வன், 3/85, பிரதான சாலை, வேலாயுதபுரம், கடையநல்லூர், தென்காசி. bbox=[789, 718, 1130, 806]
branch-section bbox=[428, 745, 769, 906]
ward-number: பாகம் – 325 bbox=[789, 1050, 854, 1063]
role-label: துணை அமைப்பாளர்கள் : bbox=[1147, 839, 1292, 852]
member-paragraph bbox=[789, 1333, 1130, 1371]
role-label: அமைப்பாளர் : bbox=[49, 961, 133, 974]
page-header bbox=[0, 0, 1543, 87]
role-label: துணை அமைப்பாளர்கள் : bbox=[428, 303, 568, 316]
member-paragraph bbox=[1147, 1291, 1488, 1329]
role-label: துணை அமைப்பாளர்கள் : bbox=[789, 888, 930, 901]
member-details: (1) சு.காளிராஜ், 6/158, காளியம்மன் கோயில், தெற்குத் தெரு, ஆவுடையான்புரம், தென்காசி. (2) துகாளிராஜ், 6/170, காளியம்மன் கோயில், தெற்குத் தெரு, ஆவுடையான்புரம், தென்காசி. (3) சு.சேர்மன், 7/51, கீழத்தெரு, ஆவுடையான்புரம், தென்காசி. bbox=[49, 1003, 390, 1091]
role-label: துணை அமைப்பாளர்கள் : bbox=[428, 644, 563, 657]
role-label: அமைப்பாளர் : bbox=[1147, 316, 1228, 329]
